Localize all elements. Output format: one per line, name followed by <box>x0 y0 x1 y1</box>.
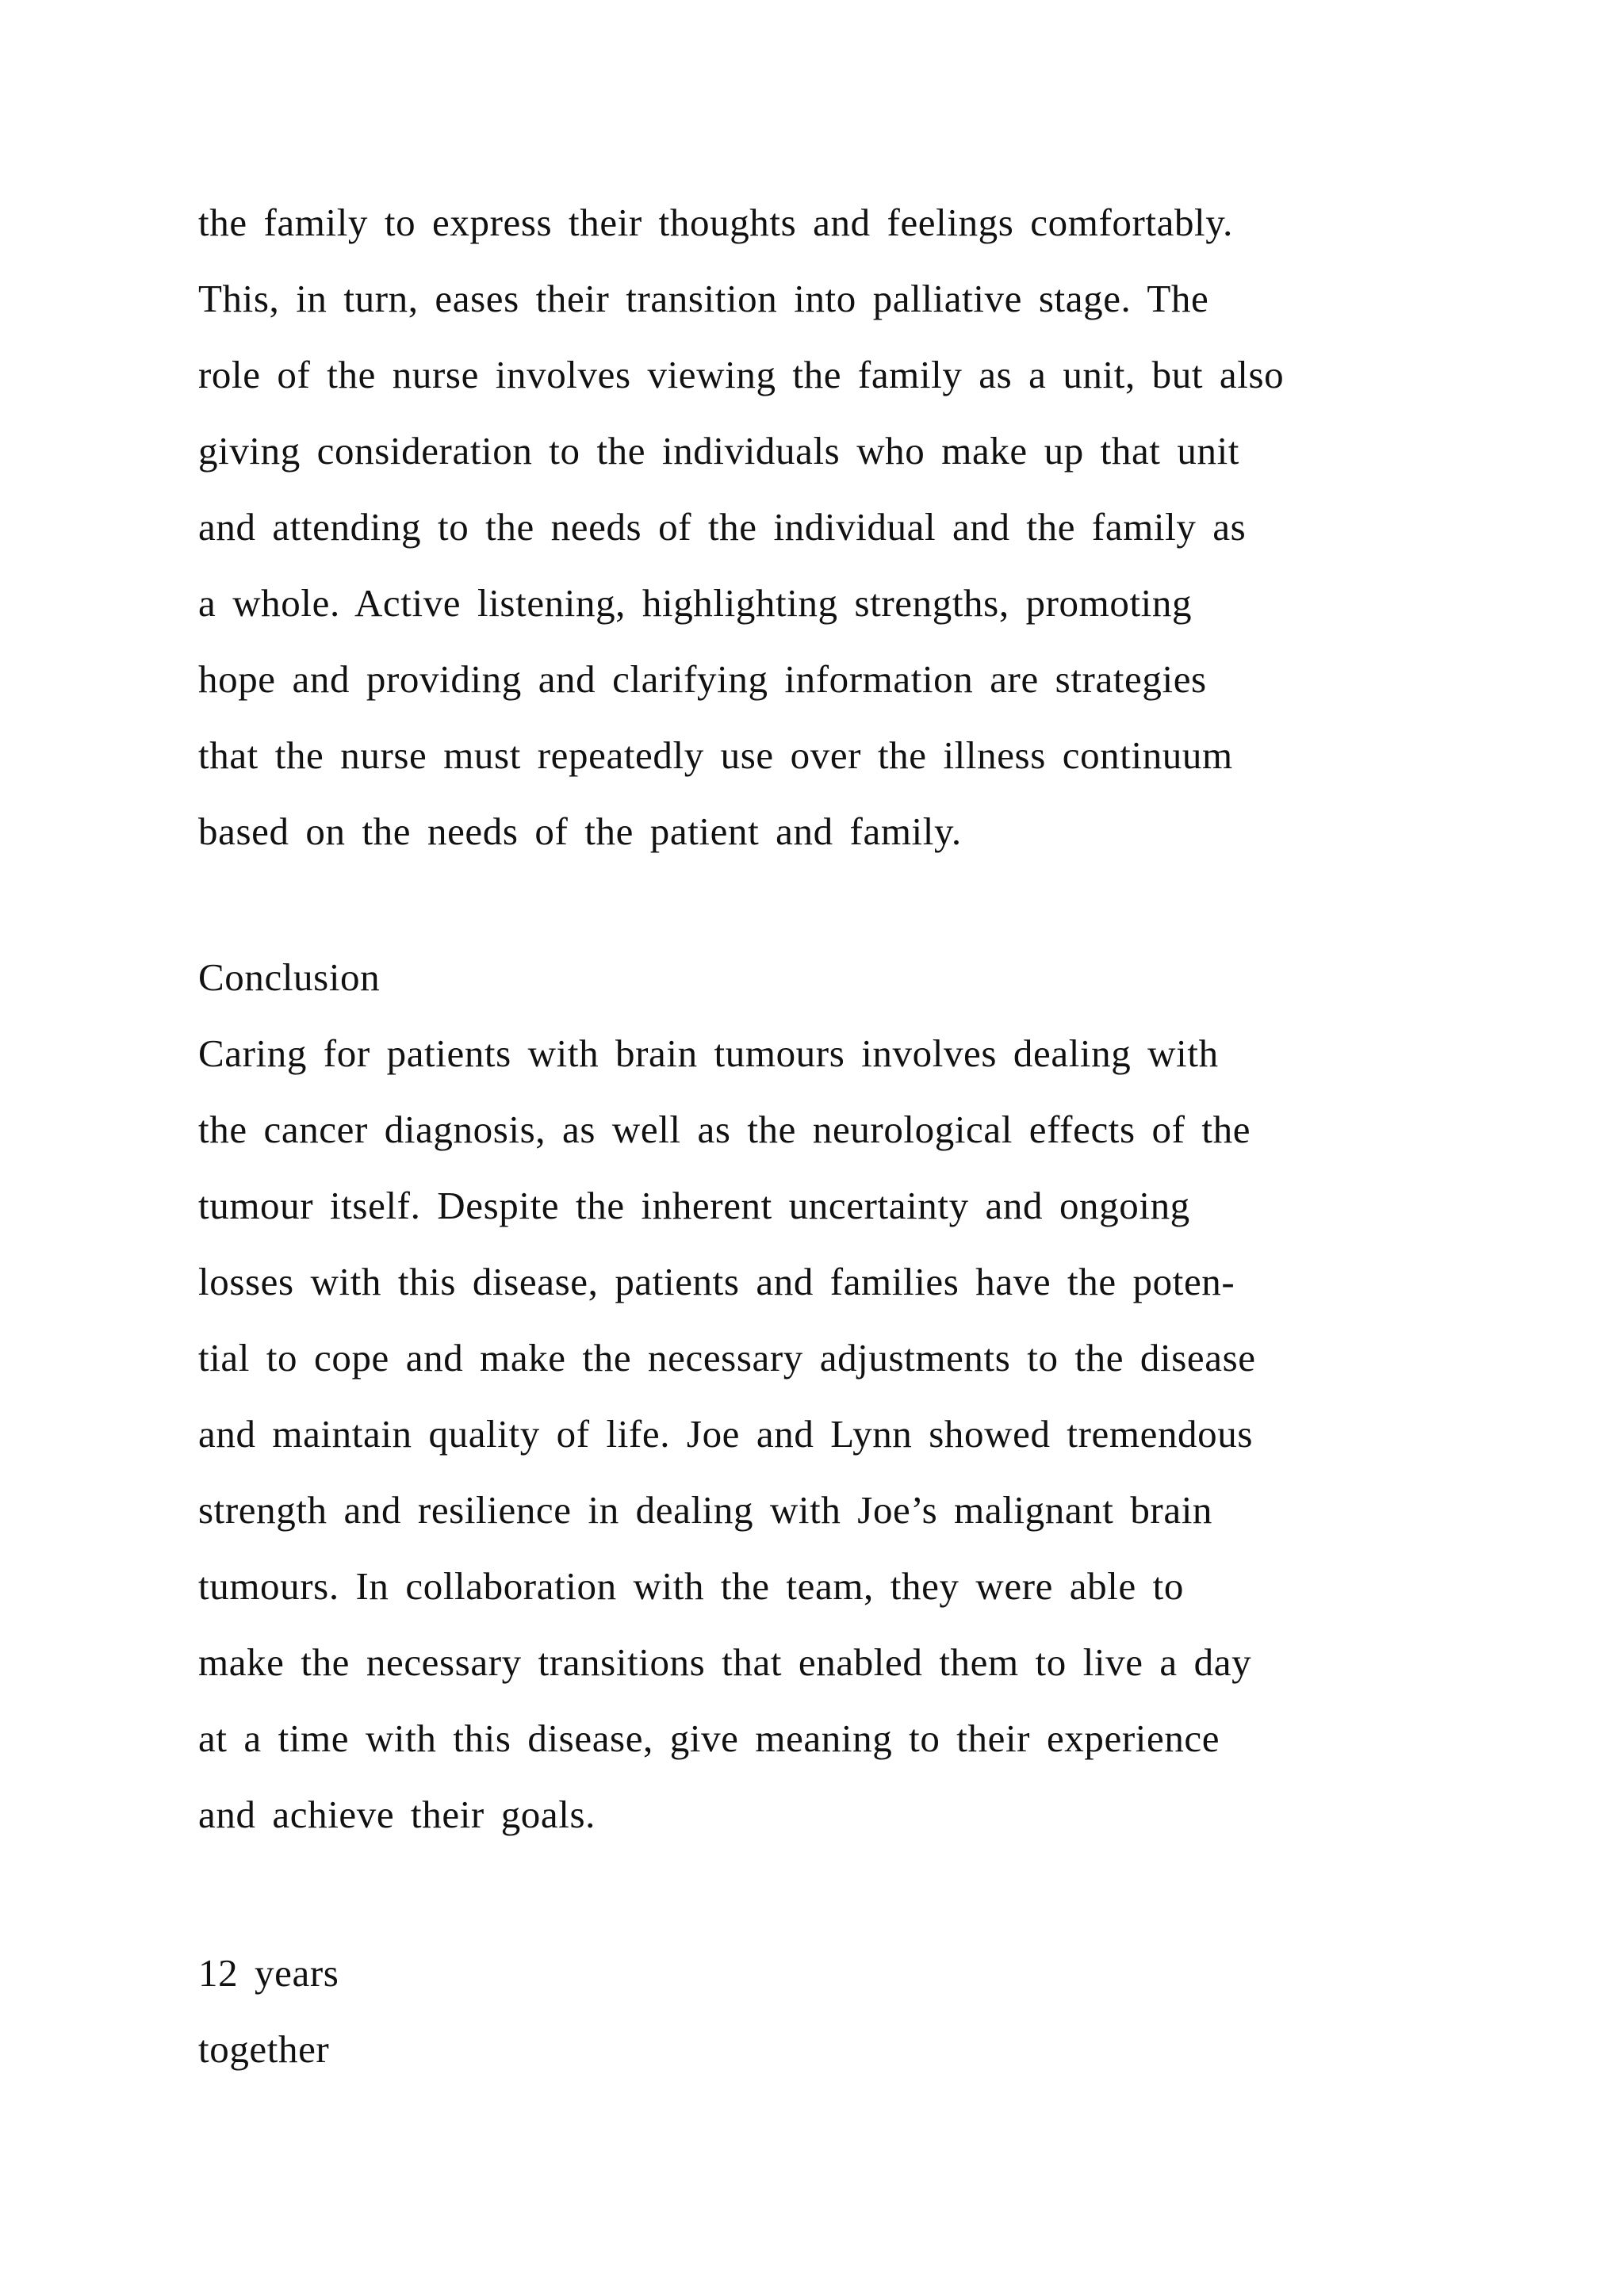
paragraph-line: role of the nurse involves viewing the family as a unit, but also <box>198 353 1285 396</box>
paragraph-line: the cancer diagnosis, as well as the neurological effects of the <box>198 1108 1251 1151</box>
paragraph-line: that the nurse must repeatedly use over the illness continuum <box>198 733 1233 777</box>
paragraph-line: make the necessary transitions that enabled them to live a day <box>198 1640 1252 1684</box>
paragraph-line: and maintain quality of life. Joe and Lynn showed tremendous <box>198 1412 1254 1456</box>
paragraph-line: losses with this disease, patients and families have the poten- <box>198 1260 1235 1303</box>
footer-line: together <box>198 2027 330 2071</box>
footer-caption <box>198 1935 1435 2087</box>
paragraph-line: strength and resilience in dealing with Joe’s malignant brain <box>198 1488 1213 1532</box>
paragraph-line: a whole. Active listening, highlighting strengths, promoting <box>198 581 1193 625</box>
paragraph-line: at a time with this disease, give meaning to their experience <box>198 1716 1220 1760</box>
paragraph-line: and achieve their goals. <box>198 1793 596 1836</box>
paragraph-line: based on the needs of the patient and family. <box>198 809 962 853</box>
paragraph-line: giving consideration to the individuals who make up that unit <box>198 429 1239 473</box>
paragraph-line: hope and providing and clarifying information are strategies <box>198 657 1207 701</box>
conclusion-paragraph <box>198 1016 1435 1853</box>
paragraph-line: tumours. In collaboration with the team, they were able to <box>198 1564 1184 1608</box>
paragraph-line: Caring for patients with brain tumours involves dealing with <box>198 1031 1219 1075</box>
paragraph-line: tial to cope and make the necessary adjustments to the disease <box>198 1336 1256 1380</box>
paragraph-line: tumour itself. Despite the inherent uncertainty and ongoing <box>198 1184 1190 1227</box>
paragraph-line: the family to express their thoughts and feelings comfortably. <box>198 201 1234 244</box>
conclusion-section-heading <box>198 939 1435 1016</box>
paragraph-line: and attending to the needs of the individual and the family as <box>198 505 1247 549</box>
nursing-role-paragraph <box>198 185 1435 870</box>
conclusion-heading: Conclusion <box>198 955 381 999</box>
footer-line: 12 years <box>198 1951 339 1995</box>
paragraph-line: This, in turn, eases their transition into palliative stage. The <box>198 277 1209 320</box>
